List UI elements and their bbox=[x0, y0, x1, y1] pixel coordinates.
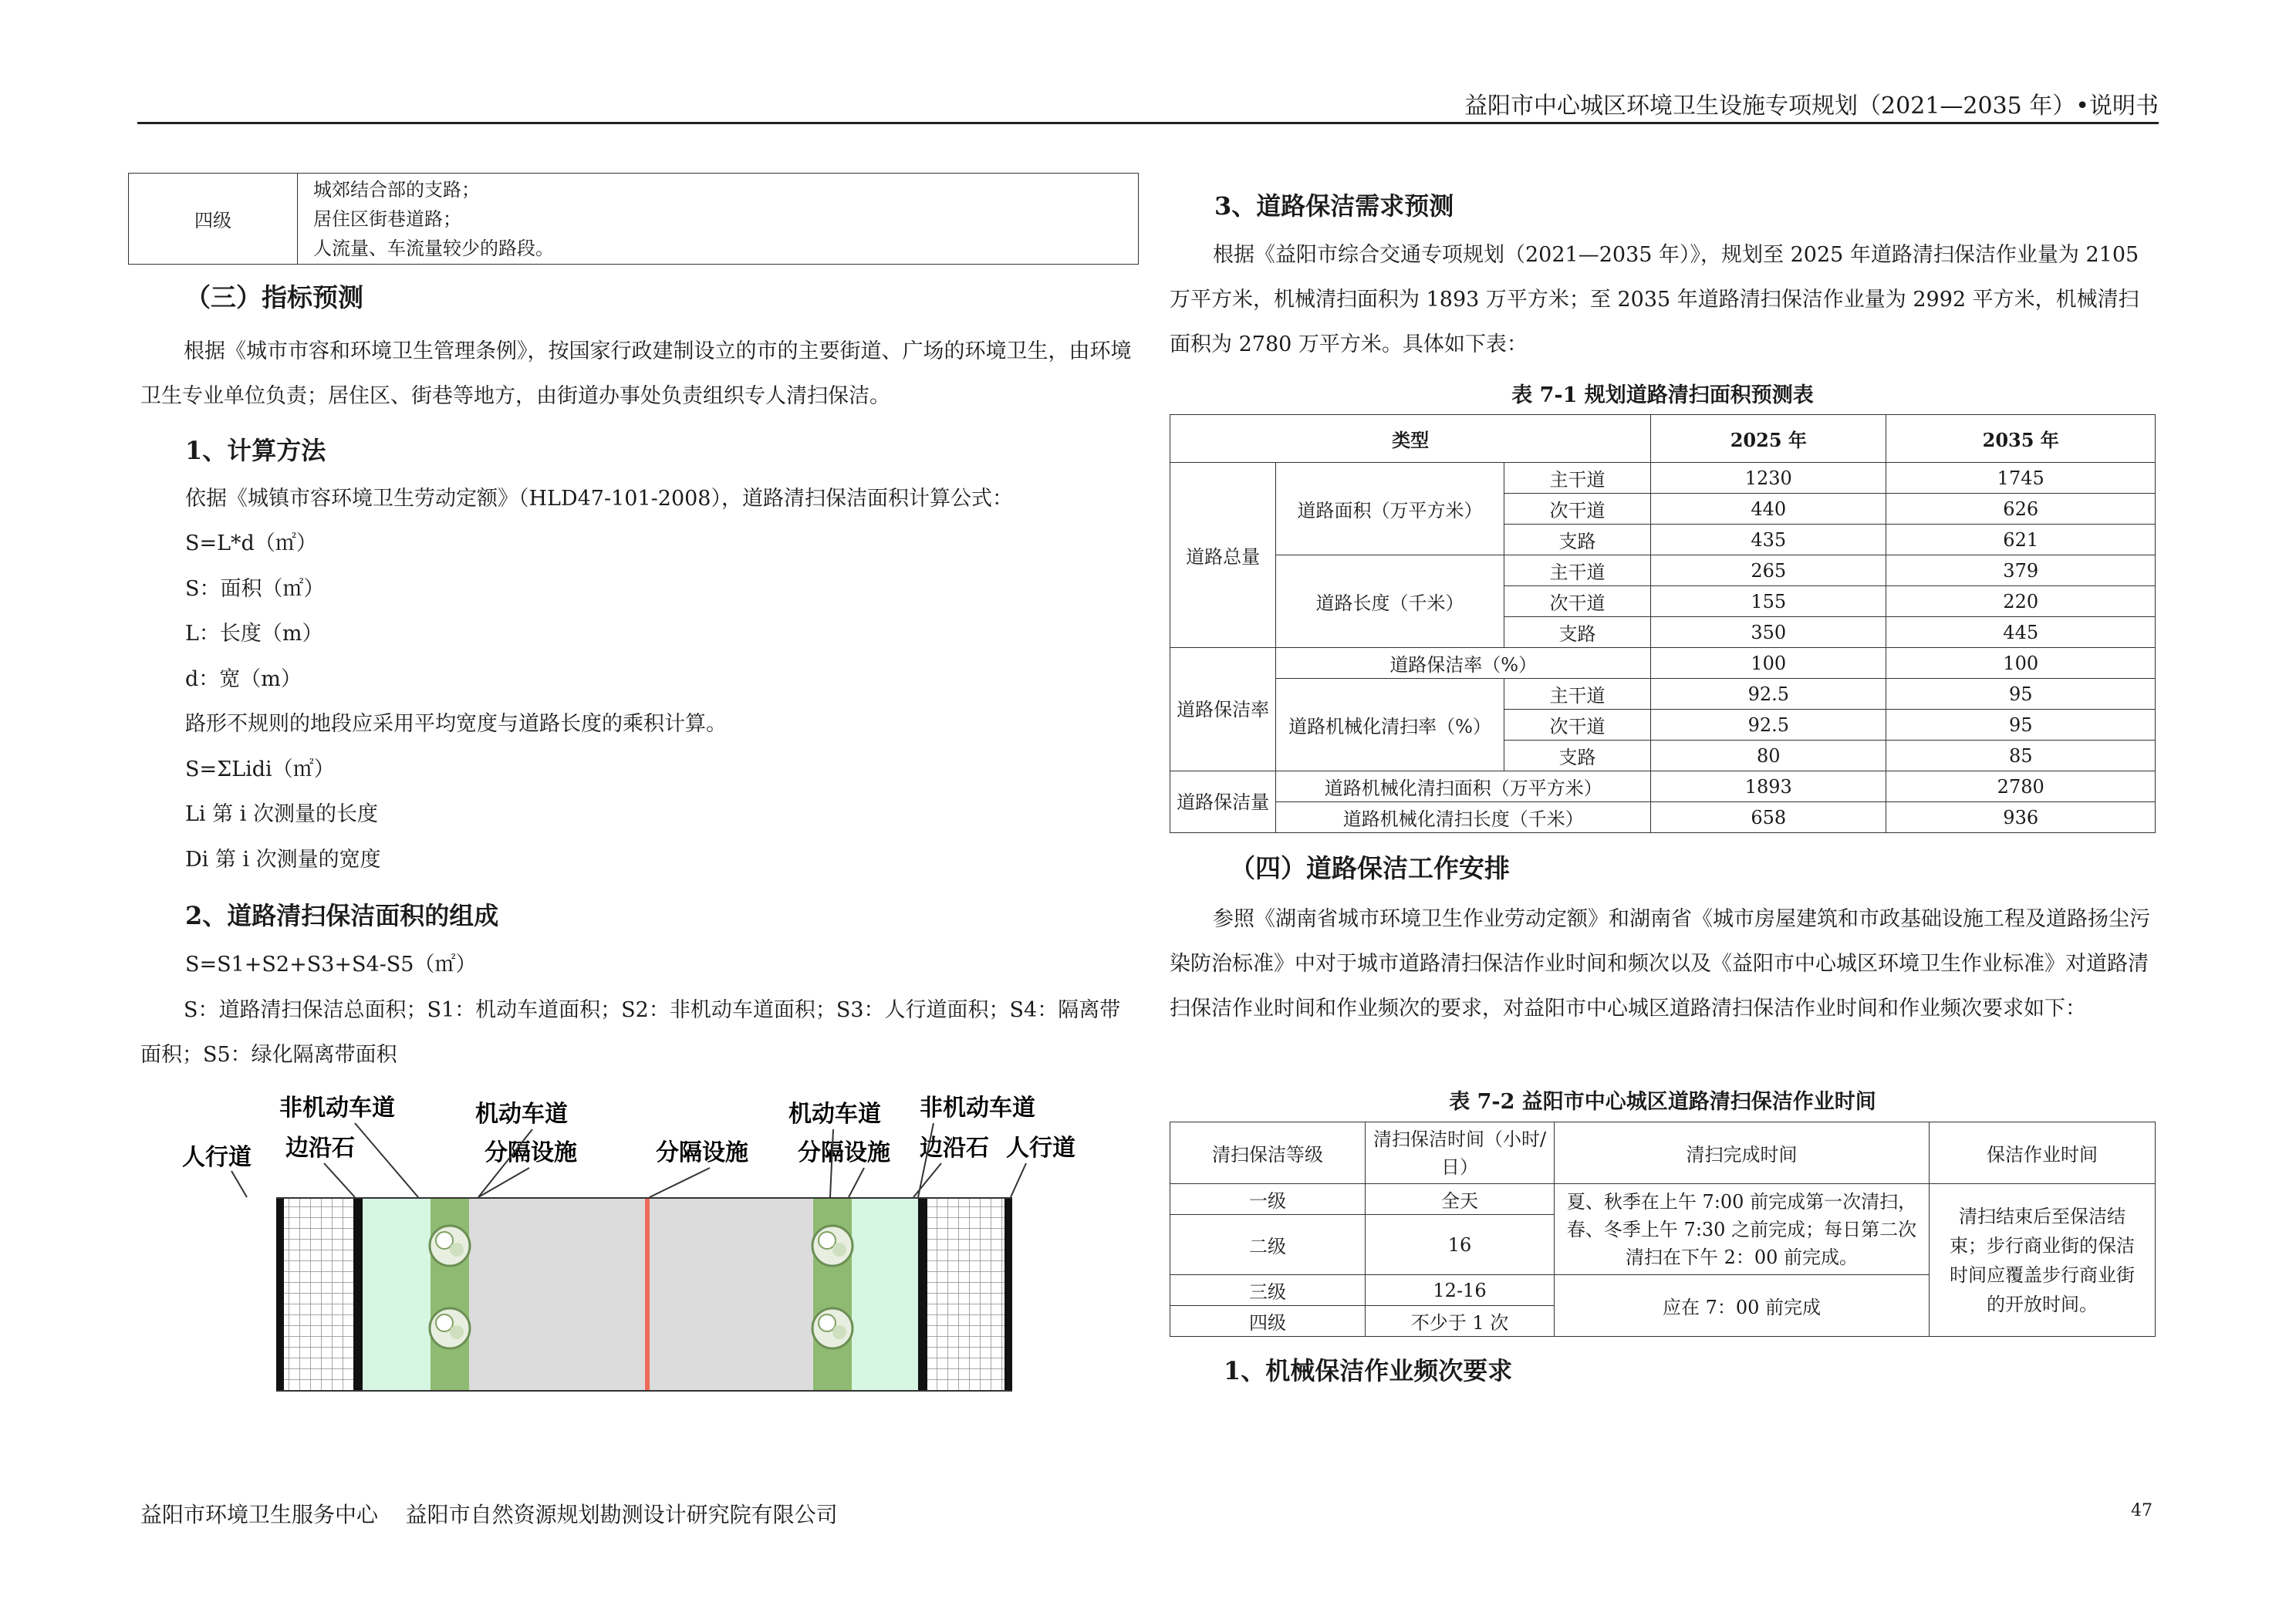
table1-road-class: 主干道 bbox=[1504, 679, 1650, 710]
formula-3: S=S1+S2+S3+S4-S5（㎡） bbox=[185, 953, 477, 977]
level-line: 人流量、车流量较少的路段。 bbox=[313, 237, 554, 259]
demand-paragraph: 根据《益阳市综合交通专项规划（2021—2035 年）》，规划至 2025 年道路清扫保洁作业量为 2105 万平方米，机械清扫面积为 1893 万平方米；至 2035 年道路清扫保洁作业量为 2992 平方米，机械清扫面积为 2780 万平方米。具体如下表： bbox=[1170, 243, 2139, 356]
table2-hours: 16 bbox=[1366, 1215, 1555, 1275]
page-number: 47 bbox=[2131, 1501, 2152, 1520]
table1-value: 92.5 bbox=[1651, 679, 1886, 710]
table-cleaning-schedule bbox=[1170, 1122, 2156, 1337]
table2-header-finish: 清扫完成时间 bbox=[1555, 1122, 1930, 1184]
tree-icon bbox=[812, 1226, 853, 1266]
label-nonmotor-left: 非机动车道 bbox=[279, 1095, 395, 1122]
table1-value: 92.5 bbox=[1651, 710, 1886, 741]
curb-stone-right bbox=[918, 1198, 927, 1391]
table1-road-class: 次干道 bbox=[1504, 710, 1650, 741]
var-s: S：面积（㎡） bbox=[185, 577, 325, 601]
formula-2: S=ΣLidi（㎡） bbox=[185, 758, 335, 781]
level-line: 居住区街巷道路； bbox=[313, 208, 461, 230]
table2-caption: 表 7-2 益阳市中心城区道路清扫保洁作业时间 bbox=[1449, 1090, 1876, 1114]
level-cell: 四级 bbox=[129, 174, 298, 265]
label-divider-right: 分隔设施 bbox=[798, 1139, 890, 1166]
table1-road-class: 次干道 bbox=[1504, 586, 1650, 617]
table1-value: 2780 bbox=[1886, 771, 2156, 802]
curb-stone-left bbox=[353, 1198, 363, 1391]
table1-value: 80 bbox=[1651, 741, 1886, 771]
table1-value: 95 bbox=[1886, 679, 2156, 710]
table1-road-class: 支路 bbox=[1504, 617, 1650, 648]
calc-basis: 依据《城镇市容环境卫生劳动定额》（HLD47-101-2008），道路清扫保洁面积计算公式： bbox=[185, 487, 1013, 511]
li-definition: Li 第 i 次测量的长度 bbox=[185, 802, 378, 826]
table1-road-class: 次干道 bbox=[1504, 494, 1650, 525]
level-description bbox=[298, 174, 1139, 265]
table1-value: 265 bbox=[1651, 555, 1886, 586]
var-d: d：宽（m） bbox=[185, 667, 302, 691]
mech-heading: 1、机械保洁作业频次要求 bbox=[1224, 1356, 1513, 1385]
table1-mech-len-label: 道路机械化清扫长度（千米） bbox=[1276, 802, 1651, 833]
table-road-cleaning-forecast bbox=[1170, 414, 2156, 833]
table2-hours: 不少于 1 次 bbox=[1366, 1306, 1555, 1337]
center-divider-line bbox=[645, 1198, 650, 1391]
table1-sub-area: 道路面积（万平方米） bbox=[1276, 463, 1504, 555]
table2-level: 四级 bbox=[1170, 1306, 1366, 1337]
section-heading: （三）指标预测 bbox=[185, 282, 363, 312]
table1-value: 626 bbox=[1886, 494, 2156, 525]
table2-level: 三级 bbox=[1170, 1275, 1366, 1306]
section4-paragraph: 参照《湖南省城市环境卫生作业劳动定额》和湖南省《城市房屋建筑和市政基础设施工程及道路扬尘污染防治标准》中对于城市道路清扫保洁作业时间和频次以及《益阳市中心城区环境卫生作业标准》对道路清扫保洁作业时间和作业频次的要求，对益阳市中心城区道路清扫保洁作业时间和作业频次要求如下： bbox=[1170, 907, 2150, 1021]
table1-road-class: 支路 bbox=[1504, 741, 1650, 771]
table2-finish-12: 夏、秋季在上午 7:00 前完成第一次清扫，春、冬季上午 7:30 之前完成；每日第二次清扫在下午 2：00 前完成。 bbox=[1555, 1184, 1930, 1275]
label-curb-left: 边沿石 bbox=[285, 1135, 355, 1162]
table1-value: 379 bbox=[1886, 555, 2156, 586]
header-rule bbox=[137, 122, 2159, 124]
section4-heading: （四）道路保洁工作安排 bbox=[1230, 853, 1510, 883]
edge-right bbox=[1004, 1198, 1012, 1391]
label-divider-center: 分隔设施 bbox=[656, 1139, 748, 1166]
intro-paragraph: 根据《城市市容和环境卫生管理条例》，按国家行政建制设立的市的主要街道、广场的环境卫生，由环境卫生专业单位负责；居住区、街巷等地方，由街道办事处负责组织专人清扫保洁。 bbox=[140, 339, 1132, 408]
formula-1: S=L*d（㎡） bbox=[185, 531, 317, 555]
table1-road-class: 主干道 bbox=[1504, 463, 1650, 494]
table1-caption: 表 7-1 规划道路清扫面积预测表 bbox=[1511, 383, 1814, 407]
nonmotor-lane-right bbox=[852, 1198, 918, 1391]
level-table bbox=[128, 173, 1139, 265]
table2-hours: 全天 bbox=[1366, 1184, 1555, 1215]
table1-value: 658 bbox=[1651, 802, 1886, 833]
table1-value: 621 bbox=[1886, 525, 2156, 555]
motor-lane-left bbox=[469, 1198, 645, 1391]
label-curb-right: 边沿石 bbox=[920, 1135, 989, 1162]
tree-icon bbox=[812, 1308, 853, 1348]
table2-hours: 12-16 bbox=[1366, 1275, 1555, 1306]
table1-value: 100 bbox=[1886, 648, 2156, 679]
table1-value: 95 bbox=[1886, 710, 2156, 741]
table1-header-2025: 2025 年 bbox=[1651, 415, 1886, 463]
var-l: L：长度（m） bbox=[185, 622, 323, 646]
label-motor-left: 机动车道 bbox=[475, 1101, 568, 1128]
road-cross-section-diagram bbox=[170, 1088, 1096, 1396]
footer-organizations: 益阳市环境卫生服务中心 益阳市自然资源规划勘测设计研究院有限公司 bbox=[140, 1502, 838, 1527]
table1-value: 85 bbox=[1886, 741, 2156, 771]
table2-header-hours: 清扫保洁时间（小时/日） bbox=[1366, 1122, 1555, 1184]
header-title: 益阳市中心城区环境卫生设施专项规划（2021—2035 年）•说明书 bbox=[1464, 93, 2159, 120]
table1-value: 1745 bbox=[1886, 463, 2156, 494]
table1-value: 155 bbox=[1651, 586, 1886, 617]
table2-finish-34: 应在 7：00 前完成 bbox=[1555, 1275, 1930, 1337]
table1-group-amount: 道路保洁量 bbox=[1170, 771, 1276, 833]
table1-group-rate: 道路保洁率 bbox=[1170, 648, 1276, 771]
table2-level: 二级 bbox=[1170, 1215, 1366, 1275]
table1-road-class: 主干道 bbox=[1504, 555, 1650, 586]
table1-value: 445 bbox=[1886, 617, 2156, 648]
table1-road-class: 支路 bbox=[1504, 525, 1650, 555]
table1-clean-rate-label: 道路保洁率（%） bbox=[1276, 648, 1651, 679]
composition-heading: 2、道路清扫保洁面积的组成 bbox=[185, 901, 499, 930]
table1-group-total: 道路总量 bbox=[1170, 463, 1276, 648]
composition-description: S：道路清扫保洁总面积；S1：机动车道面积；S2：非机动车道面积；S3：人行道面积；S4：隔离带面积；S5：绿化隔离带面积 bbox=[140, 998, 1121, 1067]
tree-icon bbox=[430, 1308, 470, 1348]
table1-value: 440 bbox=[1651, 494, 1886, 525]
table1-mech-area-label: 道路机械化清扫面积（万平方米） bbox=[1276, 771, 1651, 802]
sidewalk-right bbox=[927, 1198, 1011, 1391]
nonmotor-lane-left bbox=[363, 1198, 430, 1391]
edge-left bbox=[276, 1198, 284, 1391]
table1-value: 435 bbox=[1651, 525, 1886, 555]
table2-maint: 清扫结束后至保洁结束；步行商业街的保洁时间应覆盖步行商业街的开放时间。 bbox=[1930, 1184, 2156, 1337]
level-line: 城郊结合部的支路； bbox=[313, 178, 480, 201]
motor-lane-right bbox=[650, 1198, 813, 1391]
calc-heading: 1、计算方法 bbox=[185, 436, 326, 465]
table1-mech-rate-label: 道路机械化清扫率（%） bbox=[1276, 679, 1504, 771]
sidewalk-left bbox=[276, 1198, 353, 1391]
table1-value: 350 bbox=[1651, 617, 1886, 648]
label-divider-left: 分隔设施 bbox=[485, 1139, 577, 1166]
table1-value: 100 bbox=[1651, 648, 1886, 679]
tree-icon bbox=[430, 1226, 470, 1266]
table2-header-level: 清扫保洁等级 bbox=[1170, 1122, 1366, 1184]
table1-value: 936 bbox=[1886, 802, 2156, 833]
label-motor-right: 机动车道 bbox=[788, 1101, 881, 1128]
table1-header-type: 类型 bbox=[1170, 415, 1651, 463]
demand-heading: 3、道路保洁需求预测 bbox=[1214, 191, 1454, 221]
table1-header-2035: 2035 年 bbox=[1886, 415, 2156, 463]
label-sidewalk-left: 人行道 bbox=[182, 1144, 252, 1171]
table1-value: 1893 bbox=[1651, 771, 1886, 802]
irregular-note: 路形不规则的地段应采用平均宽度与道路长度的乘积计算。 bbox=[185, 712, 727, 736]
di-definition: Di 第 i 次测量的宽度 bbox=[185, 848, 381, 872]
table1-value: 220 bbox=[1886, 586, 2156, 617]
table1-value: 1230 bbox=[1651, 463, 1886, 494]
label-nonmotor-right: 非机动车道 bbox=[920, 1095, 1035, 1122]
table1-sub-length: 道路长度（千米） bbox=[1276, 555, 1504, 648]
table2-header-maint: 保洁作业时间 bbox=[1930, 1122, 2156, 1184]
table2-level: 一级 bbox=[1170, 1184, 1366, 1215]
label-sidewalk-right: 人行道 bbox=[1006, 1135, 1075, 1162]
